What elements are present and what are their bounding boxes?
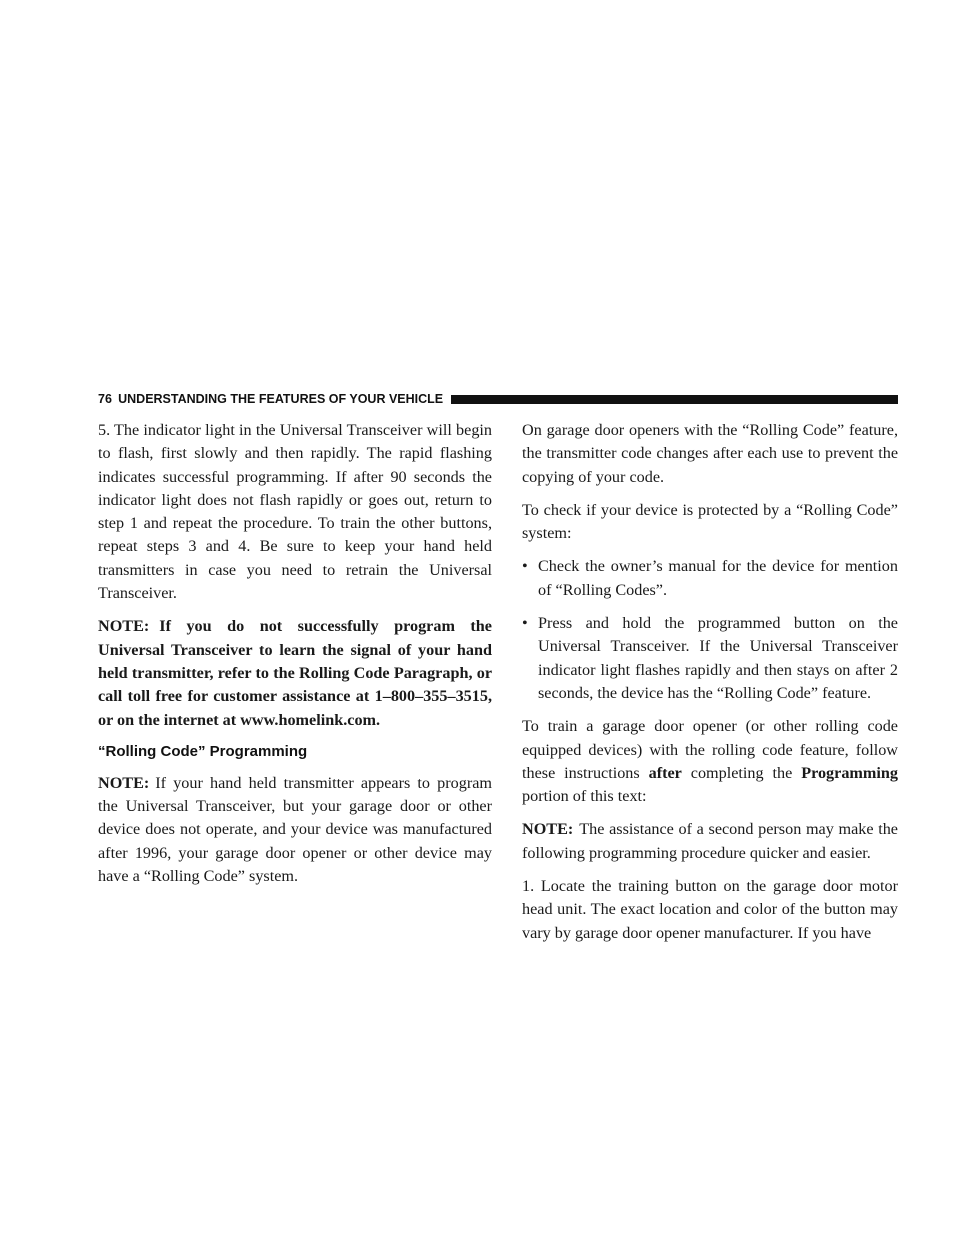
- note-text: If your hand held transmitter appears to program the Universal Transceiver, but your garage door or other device does not operate, and your device was manufactured after 1996, your garage door opener or other device may have a “Rolling Code” system.: [98, 773, 492, 886]
- note-label: NOTE:: [522, 820, 574, 839]
- section-title: UNDERSTANDING THE FEATURES OF YOUR VEHICLE: [118, 392, 444, 406]
- rolling-code-heading: “Rolling Code” Programming: [98, 742, 308, 760]
- after-emphasis: after: [648, 763, 682, 782]
- train-text-start: To train a garage door opener (or other rolling code equipped devices) with the rolling code feature, follow these instructions: [522, 717, 898, 782]
- bullet-icon: •: [522, 557, 528, 576]
- note-paragraph-assistance: [522, 818, 898, 865]
- train-text-mid: completing the: [690, 763, 793, 782]
- note-text: If you do not successfully program the Universal Transceiver to learn the signal of your hand held transmitter, refer to the Rolling Code Paragraph, or call toll free for customer assistance at 1–800–355–3515, or on the internet at www.homelink.com.: [98, 617, 492, 729]
- left-column: [98, 419, 492, 898]
- right-column: [522, 419, 898, 955]
- programming-emphasis: Programming: [801, 763, 898, 782]
- train-opener-paragraph: [522, 715, 898, 808]
- rolling-code-intro-paragraph: On garage door openers with the “Rolling Code” feature, the transmitter code changes after each use to prevent the copying of your code.: [522, 421, 898, 486]
- header-rule: [451, 395, 898, 404]
- note-label: NOTE:: [98, 773, 150, 792]
- bullet-icon: •: [522, 614, 528, 633]
- check-list: [522, 555, 898, 705]
- note-paragraph-rolling: [98, 772, 492, 888]
- list-item-text: Check the owner’s manual for the device for mention of “Rolling Codes”.: [538, 557, 898, 599]
- check-device-paragraph: To check if your device is protected by a “Rolling Code” system:: [522, 500, 898, 543]
- note-text: The assistance of a second person may make the following programming procedure quicker and easier.: [522, 820, 898, 862]
- step-5-paragraph: 5. The indicator light in the Universal Transceiver will begin to flash, first slowly and then rapidly. The rapid flashing indicates successful programming. If after 90 seconds the indicator light does not flash rapidly or goes out, return to step 1 and repeat the procedure. To train the other buttons, repeat steps 3 and 4. Be sure to keep your hand held transmitters in case you need to retrain the Universal Transceiver.: [98, 421, 492, 603]
- page-header: [98, 391, 898, 407]
- list-item: [522, 612, 898, 705]
- note-paragraph-support: [98, 615, 492, 731]
- list-item-text: Press and hold the programmed button on the Universal Transceiver. If the Universal Transceiver indicator light flashes rapidly and then stays on after 2 seconds, the device has the “Rolling Code” feature.: [538, 614, 898, 702]
- step-1-paragraph: 1. Locate the training button on the garage door motor head unit. The exact location and color of the button may vary by garage door opener manufacturer. If you have: [522, 877, 898, 942]
- train-text-end: portion of this text:: [522, 787, 647, 806]
- note-label: NOTE:: [98, 617, 150, 636]
- list-item: [522, 555, 898, 602]
- page-number: 76: [98, 392, 113, 406]
